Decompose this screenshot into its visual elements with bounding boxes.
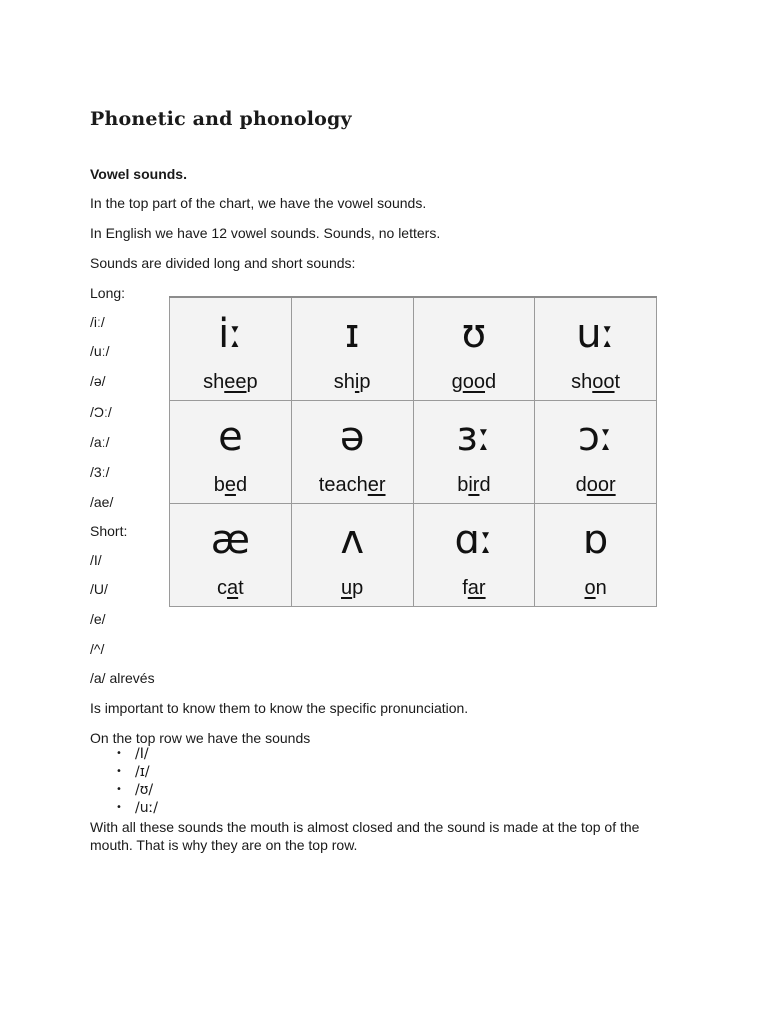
example-word: teacher [318, 474, 386, 496]
phoneme-symbol: ɑː [454, 517, 494, 563]
chart-row [170, 297, 657, 401]
text-line: In English we have 12 vowel sounds. Sounds, no letters. [90, 225, 441, 241]
list-item: • /uː/ [116, 800, 159, 816]
list-item: • /I/ [116, 746, 149, 762]
phoneme-symbol: æ [210, 517, 251, 563]
chart-row [170, 401, 657, 504]
text-line: /I/ [90, 552, 102, 568]
phoneme-symbol: ʊ [461, 311, 487, 357]
text-line: Sounds are divided long and short sounds: [90, 255, 356, 271]
example-word: sheep [203, 371, 258, 393]
bullet-icon: • [116, 748, 122, 759]
text-line: In the top part of the chart, we have the vowel sounds. [90, 195, 427, 211]
chart-cell [291, 297, 413, 401]
chart-cell [413, 297, 535, 401]
phoneme-symbol: ʌ [340, 517, 364, 563]
bullet-icon: • [116, 784, 122, 795]
chart-cell [291, 401, 413, 504]
example-word: cat [217, 577, 244, 599]
chart-cell [535, 297, 657, 401]
sound-bullet-list [90, 745, 158, 817]
phoneme-symbol: e [218, 414, 243, 460]
chart-cell [291, 504, 413, 607]
section-heading: Vowel sounds. [90, 166, 187, 182]
example-word: far [462, 577, 486, 599]
example-word: good [451, 371, 497, 393]
phoneme-symbol: ɒ [582, 517, 609, 563]
phoneme-symbol: ə [339, 414, 365, 460]
chart-cell [170, 504, 292, 607]
text-line: /aː/ [90, 434, 110, 450]
example-word: ship [333, 371, 371, 393]
text-line: /iː/ [90, 314, 105, 330]
text-line: /3ː/ [90, 464, 110, 480]
chart-cell [170, 297, 292, 401]
list-item: • /ɪ/ [116, 764, 150, 780]
text-line: /uː/ [90, 343, 110, 359]
closing-paragraph: With all these sounds the mouth is almost closed and the sound is made at the top of the mouth. That is why they are on the top row. [90, 819, 640, 853]
bullet-icon: • [116, 766, 122, 777]
bullet-icon: • [116, 802, 122, 813]
phoneme-symbol: iː [218, 311, 243, 357]
text-line: Is important to know them to know the specific pronunciation. [90, 700, 469, 716]
chart-cell [413, 401, 535, 504]
text-line: /^/ [90, 641, 105, 657]
chart-cell [535, 401, 657, 504]
chart-cell [170, 401, 292, 504]
text-line: Short: [90, 523, 128, 539]
example-word: shoot [571, 371, 621, 393]
chart-row [170, 504, 657, 607]
text-line: /a/ alrevés [90, 670, 155, 686]
text-line: /ae/ [90, 494, 114, 510]
text-line: Long: [90, 285, 126, 301]
text-line: On the top row we have the sounds [90, 730, 311, 746]
text-line: /Ɔː/ [90, 404, 112, 420]
phoneme-symbol: ɪ [344, 311, 360, 357]
example-word: up [341, 577, 364, 599]
phoneme-symbol: ɔː [577, 414, 614, 460]
list-item: • /ʊ/ [116, 782, 154, 798]
chart-cell [413, 504, 535, 607]
phoneme-symbol: ɜː [456, 414, 492, 460]
phoneme-symbol: uː [576, 311, 616, 357]
page-title: Phonetic and phonology [90, 108, 352, 130]
example-word: door [575, 474, 616, 496]
chart-cell [535, 504, 657, 607]
vowel-chart [169, 296, 657, 607]
text-line: /ə/ [90, 373, 106, 389]
text-line: /U/ [90, 581, 108, 597]
example-word: bed [213, 474, 248, 496]
text-line: /e/ [90, 611, 106, 627]
example-word: bird [457, 474, 491, 496]
example-word: on [584, 577, 607, 599]
